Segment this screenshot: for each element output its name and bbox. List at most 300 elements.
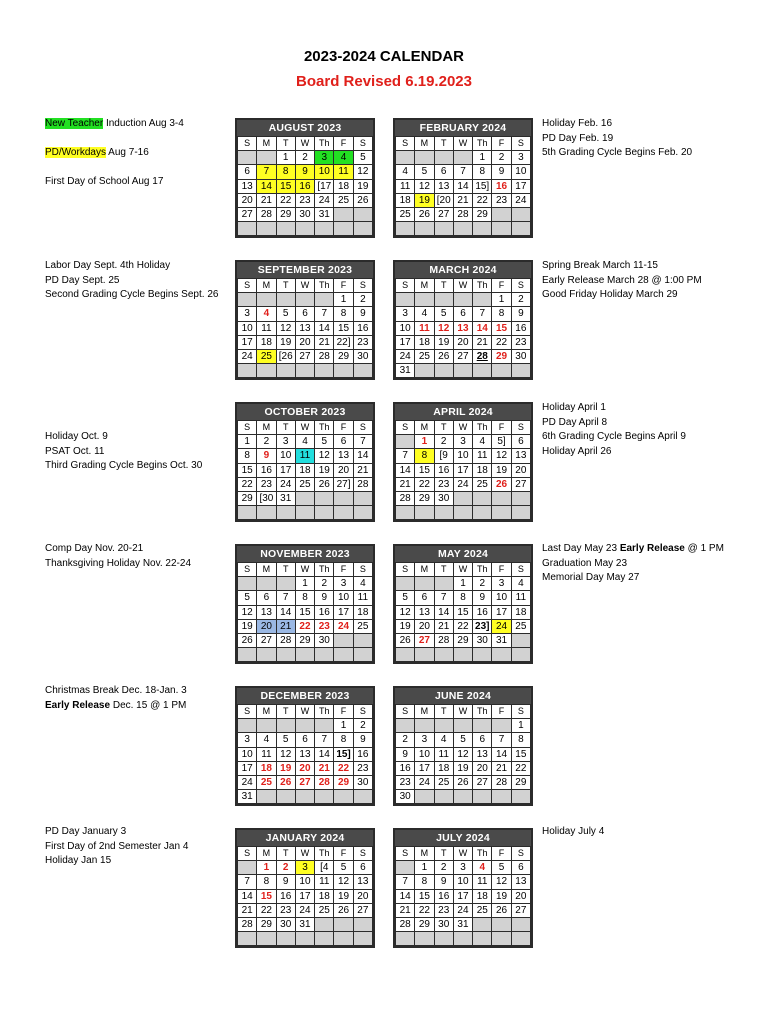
day-cell: 18 — [415, 335, 434, 349]
day-cell: 14 — [315, 321, 334, 335]
day-cell: 8 — [238, 449, 257, 463]
day-cell: 28 — [315, 775, 334, 789]
note-text: Holiday Oct. 9 — [45, 431, 108, 442]
note-text: Early Release — [619, 543, 685, 554]
day-cell: 5 — [415, 165, 434, 179]
day-cell: 9 — [353, 307, 372, 321]
day-cell: 19 — [396, 619, 415, 633]
day-cell: 13 — [415, 605, 434, 619]
day-cell: 25 — [396, 207, 415, 221]
day-cell: 10 — [415, 747, 434, 761]
day-cell: 4 — [434, 733, 453, 747]
weekday-header: T — [434, 847, 453, 861]
day-cell: 24 — [415, 775, 434, 789]
empty-cell — [453, 719, 472, 733]
day-cell: 9 — [511, 307, 530, 321]
day-cell: 24 — [295, 903, 314, 917]
day-cell: 15 — [415, 889, 434, 903]
empty-cell — [434, 790, 453, 804]
day-cell: 12 — [492, 449, 511, 463]
weekday-header: S — [396, 705, 415, 719]
empty-cell — [238, 222, 257, 236]
day-cell: 15 — [453, 605, 472, 619]
day-cell: 21 — [473, 335, 492, 349]
weekday-header: F — [334, 279, 353, 293]
left-notes — [45, 117, 184, 190]
empty-cell — [453, 364, 472, 378]
day-cell: 14 — [353, 449, 372, 463]
day-cell: 2 — [434, 435, 453, 449]
empty-cell — [511, 932, 530, 946]
empty-cell — [511, 491, 530, 505]
empty-cell — [396, 222, 415, 236]
left-notes — [45, 542, 191, 571]
empty-cell — [353, 932, 372, 946]
month-calendar — [393, 260, 533, 380]
day-cell: 14 — [473, 321, 492, 335]
empty-cell — [315, 491, 334, 505]
day-cell: 21 — [315, 761, 334, 775]
empty-cell — [238, 648, 257, 662]
empty-cell — [334, 506, 353, 520]
day-cell: 14 — [396, 889, 415, 903]
day-cell: 19 — [492, 463, 511, 477]
empty-cell — [473, 719, 492, 733]
day-cell: 18 — [353, 605, 372, 619]
day-cell: 1 — [276, 151, 295, 165]
day-cell: 10 — [453, 449, 472, 463]
day-cell: 17 — [238, 761, 257, 775]
day-cell: 18 — [295, 463, 314, 477]
empty-cell — [257, 932, 276, 946]
empty-cell — [473, 648, 492, 662]
day-cell: 21 — [453, 193, 472, 207]
day-cell: 5 — [276, 307, 295, 321]
day-cell: 27 — [453, 349, 472, 363]
day-cell: 26 — [238, 633, 257, 647]
day-cell: 29 — [334, 349, 353, 363]
note-text: Thanksgiving Holiday Nov. 22-24 — [45, 557, 192, 569]
day-cell: 14 — [492, 747, 511, 761]
month-calendar — [393, 118, 533, 238]
day-cell: 25 — [295, 477, 314, 491]
day-cell: 3 — [295, 861, 314, 875]
day-cell: 6 — [434, 165, 453, 179]
empty-cell — [315, 719, 334, 733]
note-line — [45, 146, 184, 161]
empty-cell — [353, 364, 372, 378]
day-cell: 8 — [334, 307, 353, 321]
empty-cell — [353, 917, 372, 931]
note-line — [45, 459, 202, 474]
day-cell: 2 — [492, 151, 511, 165]
empty-cell — [492, 790, 511, 804]
day-cell: 10 — [295, 875, 314, 889]
day-cell: 1 — [473, 151, 492, 165]
day-cell: 18 — [315, 889, 334, 903]
empty-cell — [492, 917, 511, 931]
day-cell: 29 — [295, 633, 314, 647]
day-cell: [20 — [434, 193, 453, 207]
right-notes — [542, 825, 604, 840]
empty-cell — [511, 648, 530, 662]
day-cell: 5 — [276, 733, 295, 747]
day-cell: 20 — [257, 619, 276, 633]
weekday-header: M — [415, 421, 434, 435]
day-cell: 28 — [396, 491, 415, 505]
weekday-header: S — [396, 137, 415, 151]
day-cell: 15 — [257, 889, 276, 903]
empty-cell — [334, 932, 353, 946]
day-cell: 8 — [334, 733, 353, 747]
day-cell: 21 — [276, 619, 295, 633]
day-cell: 24 — [315, 193, 334, 207]
empty-cell — [238, 293, 257, 307]
day-cell: 24 — [453, 477, 472, 491]
day-cell: 22 — [473, 193, 492, 207]
day-cell: 19 — [334, 889, 353, 903]
note-line — [542, 146, 692, 161]
day-cell: 31 — [276, 491, 295, 505]
day-cell: 27 — [238, 207, 257, 221]
weekday-header: S — [353, 563, 372, 577]
day-cell: 30 — [473, 633, 492, 647]
empty-cell — [276, 293, 295, 307]
day-cell: 11 — [396, 179, 415, 193]
day-cell: 20 — [511, 889, 530, 903]
empty-cell — [238, 932, 257, 946]
day-cell: 6 — [511, 435, 530, 449]
month-header: AUGUST 2023 — [237, 120, 373, 136]
day-cell: 9 — [295, 165, 314, 179]
day-cell: 1 — [238, 435, 257, 449]
weekday-header: M — [257, 279, 276, 293]
day-cell: 11 — [511, 591, 530, 605]
day-cell: 5 — [396, 591, 415, 605]
day-cell: 8 — [473, 165, 492, 179]
weekday-header: F — [492, 279, 511, 293]
day-cell: 10 — [511, 165, 530, 179]
empty-cell — [276, 790, 295, 804]
empty-cell — [492, 648, 511, 662]
day-cell: 18 — [434, 761, 453, 775]
day-cell: 20 — [238, 193, 257, 207]
weekday-header: S — [511, 279, 530, 293]
day-cell: 3 — [238, 307, 257, 321]
day-cell: 1 — [415, 435, 434, 449]
day-cell: 30 — [315, 633, 334, 647]
day-cell: 29 — [257, 917, 276, 931]
day-cell: 12 — [492, 875, 511, 889]
day-cell: 15 — [511, 747, 530, 761]
empty-cell — [492, 222, 511, 236]
day-cell: 21 — [238, 903, 257, 917]
month-header: MARCH 2024 — [395, 262, 531, 278]
day-cell: 7 — [434, 591, 453, 605]
empty-cell — [315, 648, 334, 662]
day-cell: 15 — [415, 463, 434, 477]
day-cell: 3 — [453, 861, 472, 875]
day-cell: 19 — [276, 761, 295, 775]
day-cell: 3 — [511, 151, 530, 165]
day-cell: 13 — [473, 747, 492, 761]
note-line — [45, 430, 202, 445]
day-cell: 23 — [396, 775, 415, 789]
weekday-header: T — [276, 847, 295, 861]
empty-cell — [334, 917, 353, 931]
month-header: JULY 2024 — [395, 830, 531, 846]
note-line — [542, 571, 724, 586]
note-line — [45, 288, 218, 303]
empty-cell — [396, 435, 415, 449]
weekday-header: S — [238, 279, 257, 293]
empty-cell — [295, 293, 314, 307]
day-cell: [26 — [276, 349, 295, 363]
empty-cell — [295, 719, 314, 733]
day-cell: 10 — [238, 321, 257, 335]
note-text: Dec. 15 @ 1 PM — [110, 699, 187, 711]
empty-cell — [353, 648, 372, 662]
day-cell: 17 — [238, 335, 257, 349]
weekday-header: M — [257, 137, 276, 151]
month-calendar — [235, 402, 375, 522]
day-cell: 23 — [511, 335, 530, 349]
day-cell: 12 — [276, 321, 295, 335]
day-cell: 25 — [415, 349, 434, 363]
day-cell: 2 — [511, 293, 530, 307]
weekday-header: W — [453, 563, 472, 577]
day-cell: 18 — [473, 463, 492, 477]
empty-cell — [396, 293, 415, 307]
weekday-header: S — [238, 847, 257, 861]
day-cell: 17 — [453, 889, 472, 903]
weekday-header: Th — [473, 563, 492, 577]
day-cell: 6 — [295, 307, 314, 321]
empty-cell — [415, 932, 434, 946]
note-line — [45, 117, 184, 132]
day-cell: 26 — [453, 775, 472, 789]
note-text: Holiday April 26 — [542, 445, 612, 457]
day-cell: 16 — [396, 761, 415, 775]
day-cell: 27 — [473, 775, 492, 789]
weekday-header: F — [492, 847, 511, 861]
day-cell: 7 — [238, 875, 257, 889]
empty-cell — [295, 506, 314, 520]
weekday-header: Th — [315, 279, 334, 293]
empty-cell — [415, 577, 434, 591]
day-cell: 22 — [257, 903, 276, 917]
day-cell: 13 — [295, 747, 314, 761]
day-cell: 16 — [295, 179, 314, 193]
day-cell: 20 — [334, 463, 353, 477]
day-cell: 2 — [257, 435, 276, 449]
empty-cell — [473, 932, 492, 946]
empty-cell — [492, 364, 511, 378]
day-cell: 6 — [295, 733, 314, 747]
day-cell: 29 — [238, 491, 257, 505]
day-cell: 17 — [511, 179, 530, 193]
day-cell: 26 — [334, 903, 353, 917]
day-cell: 20 — [453, 335, 472, 349]
day-cell: 30 — [434, 491, 453, 505]
day-cell: 13 — [353, 875, 372, 889]
day-cell: 5 — [334, 861, 353, 875]
day-cell: 12 — [453, 747, 472, 761]
day-cell: 13 — [511, 449, 530, 463]
note-text: Graduation May 23 — [542, 557, 628, 569]
empty-cell — [434, 222, 453, 236]
weekday-header: S — [353, 421, 372, 435]
empty-cell — [238, 577, 257, 591]
page-title: 2023-2024 CALENDAR — [303, 48, 465, 65]
day-cell: 12 — [434, 321, 453, 335]
empty-cell — [334, 207, 353, 221]
empty-cell — [396, 648, 415, 662]
empty-cell — [415, 293, 434, 307]
empty-cell — [295, 222, 314, 236]
empty-cell — [238, 151, 257, 165]
day-cell: 3 — [396, 307, 415, 321]
weekday-header: Th — [315, 421, 334, 435]
day-cell: 2 — [276, 861, 295, 875]
day-cell: 14 — [238, 889, 257, 903]
empty-cell — [434, 932, 453, 946]
day-cell: 19 — [353, 179, 372, 193]
day-cell: [9 — [434, 449, 453, 463]
day-cell: 1 — [334, 293, 353, 307]
left-notes — [45, 259, 218, 303]
note-text: Early Release March 28 @ 1:00 PM — [542, 274, 702, 286]
empty-cell — [334, 633, 353, 647]
empty-cell — [353, 491, 372, 505]
empty-cell — [473, 222, 492, 236]
day-cell: 15 — [492, 321, 511, 335]
day-cell: 18 — [257, 335, 276, 349]
day-cell: 2 — [353, 719, 372, 733]
weekday-header: W — [453, 705, 472, 719]
note-text: Labor Day Sept. 4th Holiday — [45, 260, 171, 271]
empty-cell — [434, 648, 453, 662]
empty-cell — [453, 506, 472, 520]
day-cell: 16 — [353, 321, 372, 335]
note-text: Second Grading Cycle Begins Sept. 26 — [45, 289, 219, 300]
note-text: PSAT Oct. 11 — [45, 445, 105, 457]
day-cell: 4 — [334, 151, 353, 165]
weekday-header: S — [353, 847, 372, 861]
day-cell: 23 — [257, 477, 276, 491]
weekday-header: S — [396, 279, 415, 293]
empty-cell — [315, 932, 334, 946]
note-line — [45, 854, 188, 869]
day-cell: 11 — [295, 449, 314, 463]
day-cell: 16 — [276, 889, 295, 903]
day-cell: 19 — [276, 335, 295, 349]
empty-cell — [276, 577, 295, 591]
month-calendar — [235, 686, 375, 806]
empty-cell — [353, 633, 372, 647]
day-cell: 22 — [238, 477, 257, 491]
month-calendar — [235, 544, 375, 664]
day-cell: 7 — [473, 307, 492, 321]
empty-cell — [453, 790, 472, 804]
note-text: First Day of 2nd Semester Jan 4 — [45, 840, 189, 852]
day-cell: 11 — [434, 747, 453, 761]
day-cell: 16 — [473, 605, 492, 619]
day-cell: 22 — [415, 903, 434, 917]
day-cell: 27] — [334, 477, 353, 491]
day-cell: 25 — [473, 903, 492, 917]
day-cell: 23 — [315, 619, 334, 633]
note-text: Holiday April 1 — [542, 402, 606, 413]
weekday-header: Th — [315, 137, 334, 151]
note-line — [45, 161, 184, 176]
day-cell: 23 — [353, 335, 372, 349]
day-cell: 30 — [276, 917, 295, 931]
weekday-header: S — [353, 705, 372, 719]
weekday-header: S — [396, 563, 415, 577]
weekday-header: F — [492, 563, 511, 577]
day-cell: 8 — [492, 307, 511, 321]
day-cell: 25 — [353, 619, 372, 633]
day-cell: 1 — [415, 861, 434, 875]
note-text: Early Release — [45, 699, 111, 711]
day-cell: 28 — [238, 917, 257, 931]
empty-cell — [353, 506, 372, 520]
day-cell: 23 — [276, 903, 295, 917]
day-cell: 21 — [434, 619, 453, 633]
note-text: New Teacher — [45, 118, 104, 129]
weekday-header: S — [511, 563, 530, 577]
note-text: PD Day Sept. 25 — [45, 274, 120, 286]
day-cell: 31 — [492, 633, 511, 647]
weekday-header: Th — [473, 847, 492, 861]
day-cell: 27 — [353, 903, 372, 917]
month-calendar — [235, 260, 375, 380]
day-cell: 12 — [315, 449, 334, 463]
day-cell: 17 — [396, 335, 415, 349]
day-cell: 4 — [396, 165, 415, 179]
day-cell: 24 — [396, 349, 415, 363]
day-cell: 8 — [415, 449, 434, 463]
empty-cell — [396, 719, 415, 733]
month-header: SEPTEMBER 2023 — [237, 262, 373, 278]
day-cell: 29 — [415, 491, 434, 505]
day-cell: 8 — [276, 165, 295, 179]
day-cell: 27 — [511, 477, 530, 491]
day-cell: 28 — [257, 207, 276, 221]
weekday-header: S — [396, 847, 415, 861]
day-cell: 30 — [434, 917, 453, 931]
note-line — [542, 274, 702, 289]
left-notes — [45, 825, 188, 869]
weekday-header: W — [295, 279, 314, 293]
day-cell: 3 — [276, 435, 295, 449]
weekday-header: T — [434, 421, 453, 435]
empty-cell — [334, 364, 353, 378]
day-cell: 16 — [257, 463, 276, 477]
day-cell: 24 — [511, 193, 530, 207]
day-cell: 13 — [511, 875, 530, 889]
day-cell: 23 — [434, 903, 453, 917]
day-cell: 14 — [257, 179, 276, 193]
day-cell: 14 — [396, 463, 415, 477]
note-text: Holiday July 4 — [542, 826, 605, 837]
right-notes — [542, 401, 686, 459]
weekday-header: T — [276, 279, 295, 293]
note-text: Induction Aug 3-4 — [103, 118, 184, 129]
note-text: Spring Break March 11-15 — [542, 260, 658, 271]
empty-cell — [453, 222, 472, 236]
